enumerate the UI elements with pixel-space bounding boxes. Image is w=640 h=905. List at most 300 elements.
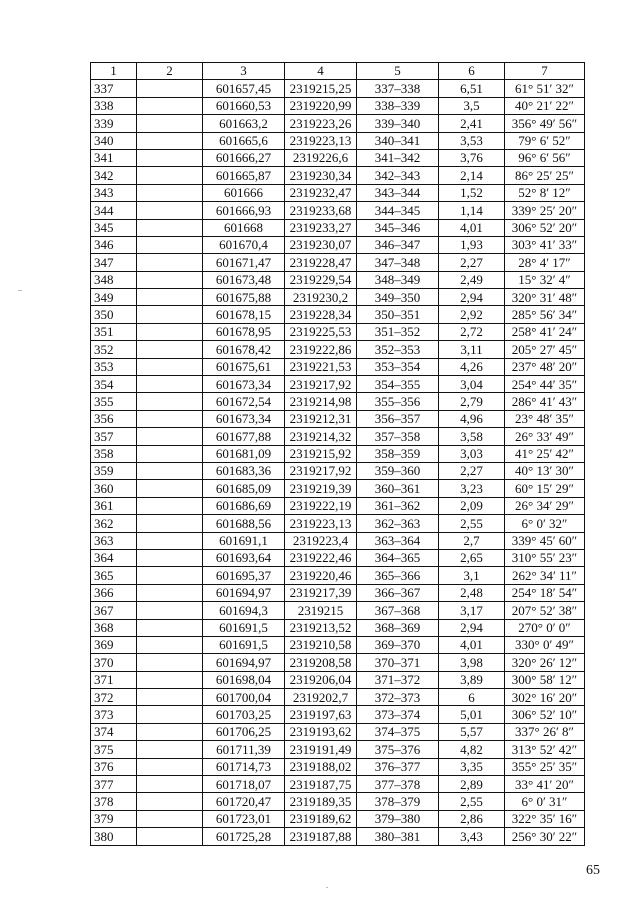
blank-cell-cell bbox=[137, 97, 203, 114]
y-coordinate-cell: 2319230,34 bbox=[285, 167, 357, 184]
blank-cell-cell bbox=[137, 567, 203, 584]
point-number-cell: 369 bbox=[91, 636, 137, 653]
y-coordinate-cell: 2319222,19 bbox=[285, 497, 357, 514]
table-row bbox=[91, 323, 585, 340]
distance-cell: 3,89 bbox=[439, 671, 505, 688]
y-coordinate-cell: 2319212,31 bbox=[285, 410, 357, 427]
segment-cell: 360–361 bbox=[357, 480, 439, 497]
x-coordinate-cell: 601700,04 bbox=[203, 689, 285, 706]
x-coordinate-cell: 601691,5 bbox=[203, 636, 285, 653]
bearing-cell: 6° 0′ 32″ bbox=[505, 515, 585, 532]
point-number-cell: 348 bbox=[91, 271, 137, 288]
scan-mark bbox=[18, 290, 22, 291]
table-row bbox=[91, 202, 585, 219]
header-cell: 1 bbox=[91, 63, 137, 80]
distance-cell: 2,41 bbox=[439, 115, 505, 132]
segment-cell: 346–347 bbox=[357, 236, 439, 253]
x-coordinate-cell: 601695,37 bbox=[203, 567, 285, 584]
point-number-cell: 354 bbox=[91, 376, 137, 393]
blank-cell-cell bbox=[137, 654, 203, 671]
table-row bbox=[91, 445, 585, 462]
y-coordinate-cell: 2319188,02 bbox=[285, 758, 357, 775]
blank-cell-cell bbox=[137, 254, 203, 271]
x-coordinate-cell: 601686,69 bbox=[203, 497, 285, 514]
blank-cell-cell bbox=[137, 810, 203, 827]
table-row bbox=[91, 515, 585, 532]
point-number-cell: 337 bbox=[91, 80, 137, 97]
table-row bbox=[91, 149, 585, 166]
x-coordinate-cell: 601673,34 bbox=[203, 410, 285, 427]
blank-cell-cell bbox=[137, 393, 203, 410]
table-row bbox=[91, 706, 585, 723]
blank-cell-cell bbox=[137, 462, 203, 479]
bearing-cell: 86° 25′ 25″ bbox=[505, 167, 585, 184]
x-coordinate-cell: 601683,36 bbox=[203, 462, 285, 479]
bearing-cell: 306° 52′ 20″ bbox=[505, 219, 585, 236]
segment-cell: 345–346 bbox=[357, 219, 439, 236]
x-coordinate-cell: 601678,15 bbox=[203, 306, 285, 323]
y-coordinate-cell: 2319217,92 bbox=[285, 462, 357, 479]
point-number-cell: 375 bbox=[91, 741, 137, 758]
y-coordinate-cell: 2319229,54 bbox=[285, 271, 357, 288]
blank-cell-cell bbox=[137, 271, 203, 288]
y-coordinate-cell: 2319230,07 bbox=[285, 236, 357, 253]
point-number-cell: 353 bbox=[91, 358, 137, 375]
point-number-cell: 364 bbox=[91, 549, 137, 566]
x-coordinate-cell: 601703,25 bbox=[203, 706, 285, 723]
x-coordinate-cell: 601678,95 bbox=[203, 323, 285, 340]
x-coordinate-cell: 601691,5 bbox=[203, 619, 285, 636]
scan-mark bbox=[326, 887, 328, 888]
bearing-cell: 79° 6′ 52″ bbox=[505, 132, 585, 149]
distance-cell: 2,27 bbox=[439, 254, 505, 271]
table-row bbox=[91, 428, 585, 445]
y-coordinate-cell: 2319222,46 bbox=[285, 549, 357, 566]
bearing-cell: 339° 25′ 20″ bbox=[505, 202, 585, 219]
y-coordinate-cell: 2319226,6 bbox=[285, 149, 357, 166]
table-row bbox=[91, 184, 585, 201]
x-coordinate-cell: 601672,54 bbox=[203, 393, 285, 410]
bearing-cell: 254° 18′ 54″ bbox=[505, 584, 585, 601]
y-coordinate-cell: 2319223,4 bbox=[285, 532, 357, 549]
x-coordinate-cell: 601698,04 bbox=[203, 671, 285, 688]
table-row bbox=[91, 254, 585, 271]
x-coordinate-cell: 601694,97 bbox=[203, 584, 285, 601]
x-coordinate-cell: 601673,34 bbox=[203, 376, 285, 393]
point-number-cell: 350 bbox=[91, 306, 137, 323]
y-coordinate-cell: 2319220,99 bbox=[285, 97, 357, 114]
table-row bbox=[91, 532, 585, 549]
table-row bbox=[91, 654, 585, 671]
y-coordinate-cell: 2319223,26 bbox=[285, 115, 357, 132]
table-row bbox=[91, 341, 585, 358]
bearing-cell: 330° 0′ 49″ bbox=[505, 636, 585, 653]
table-row bbox=[91, 828, 585, 845]
header-cell: 6 bbox=[439, 63, 505, 80]
blank-cell-cell bbox=[137, 167, 203, 184]
distance-cell: 3,23 bbox=[439, 480, 505, 497]
x-coordinate-cell: 601670,4 bbox=[203, 236, 285, 253]
point-number-cell: 380 bbox=[91, 828, 137, 845]
blank-cell-cell bbox=[137, 636, 203, 653]
point-number-cell: 379 bbox=[91, 810, 137, 827]
segment-cell: 361–362 bbox=[357, 497, 439, 514]
segment-cell: 357–358 bbox=[357, 428, 439, 445]
point-number-cell: 343 bbox=[91, 184, 137, 201]
bearing-cell: 28° 4′ 17″ bbox=[505, 254, 585, 271]
bearing-cell: 258° 41′ 24″ bbox=[505, 323, 585, 340]
x-coordinate-cell: 601675,88 bbox=[203, 289, 285, 306]
table-row bbox=[91, 793, 585, 810]
segment-cell: 364–365 bbox=[357, 549, 439, 566]
point-number-cell: 371 bbox=[91, 671, 137, 688]
blank-cell-cell bbox=[137, 149, 203, 166]
segment-cell: 370–371 bbox=[357, 654, 439, 671]
x-coordinate-cell: 601666 bbox=[203, 184, 285, 201]
point-number-cell: 378 bbox=[91, 793, 137, 810]
segment-cell: 377–378 bbox=[357, 776, 439, 793]
point-number-cell: 346 bbox=[91, 236, 137, 253]
segment-cell: 378–379 bbox=[357, 793, 439, 810]
segment-cell: 365–366 bbox=[357, 567, 439, 584]
table-row bbox=[91, 776, 585, 793]
bearing-cell: 356° 49′ 56″ bbox=[505, 115, 585, 132]
blank-cell-cell bbox=[137, 758, 203, 775]
y-coordinate-cell: 2319202,7 bbox=[285, 689, 357, 706]
x-coordinate-cell: 601725,28 bbox=[203, 828, 285, 845]
blank-cell-cell bbox=[137, 80, 203, 97]
table-row bbox=[91, 236, 585, 253]
point-number-cell: 352 bbox=[91, 341, 137, 358]
bearing-cell: 355° 25′ 35″ bbox=[505, 758, 585, 775]
header-cell: 3 bbox=[203, 63, 285, 80]
y-coordinate-cell: 2319228,47 bbox=[285, 254, 357, 271]
bearing-cell: 339° 45′ 60″ bbox=[505, 532, 585, 549]
point-number-cell: 349 bbox=[91, 289, 137, 306]
table-row bbox=[91, 306, 585, 323]
header-cell: 5 bbox=[357, 63, 439, 80]
distance-cell: 2,14 bbox=[439, 167, 505, 184]
blank-cell-cell bbox=[137, 306, 203, 323]
table-row bbox=[91, 271, 585, 288]
table-row bbox=[91, 567, 585, 584]
bearing-cell: 60° 15′ 29″ bbox=[505, 480, 585, 497]
segment-cell: 343–344 bbox=[357, 184, 439, 201]
bearing-cell: 254° 44′ 35″ bbox=[505, 376, 585, 393]
x-coordinate-cell: 601666,27 bbox=[203, 149, 285, 166]
y-coordinate-cell: 2319191,49 bbox=[285, 741, 357, 758]
table-body bbox=[91, 80, 585, 845]
blank-cell-cell bbox=[137, 445, 203, 462]
table-row bbox=[91, 480, 585, 497]
distance-cell: 2,92 bbox=[439, 306, 505, 323]
distance-cell: 3,35 bbox=[439, 758, 505, 775]
y-coordinate-cell: 2319214,32 bbox=[285, 428, 357, 445]
bearing-cell: 96° 6′ 56″ bbox=[505, 149, 585, 166]
bearing-cell: 302° 16′ 20″ bbox=[505, 689, 585, 706]
table-row bbox=[91, 636, 585, 653]
distance-cell: 3,43 bbox=[439, 828, 505, 845]
x-coordinate-cell: 601685,09 bbox=[203, 480, 285, 497]
distance-cell: 2,65 bbox=[439, 549, 505, 566]
distance-cell: 3,58 bbox=[439, 428, 505, 445]
distance-cell: 5,57 bbox=[439, 723, 505, 740]
table-row bbox=[91, 393, 585, 410]
bearing-cell: 303° 41′ 33″ bbox=[505, 236, 585, 253]
header-cell: 2 bbox=[137, 63, 203, 80]
table-row bbox=[91, 619, 585, 636]
blank-cell-cell bbox=[137, 289, 203, 306]
blank-cell-cell bbox=[137, 584, 203, 601]
table-row bbox=[91, 167, 585, 184]
y-coordinate-cell: 2319219,39 bbox=[285, 480, 357, 497]
y-coordinate-cell: 2319210,58 bbox=[285, 636, 357, 653]
table-row bbox=[91, 376, 585, 393]
point-number-cell: 377 bbox=[91, 776, 137, 793]
x-coordinate-cell: 601720,47 bbox=[203, 793, 285, 810]
point-number-cell: 372 bbox=[91, 689, 137, 706]
distance-cell: 2,79 bbox=[439, 393, 505, 410]
point-number-cell: 362 bbox=[91, 515, 137, 532]
distance-cell: 2,09 bbox=[439, 497, 505, 514]
x-coordinate-cell: 601668 bbox=[203, 219, 285, 236]
blank-cell-cell bbox=[137, 132, 203, 149]
blank-cell-cell bbox=[137, 236, 203, 253]
blank-cell-cell bbox=[137, 776, 203, 793]
bearing-cell: 322° 35′ 16″ bbox=[505, 810, 585, 827]
segment-cell: 351–352 bbox=[357, 323, 439, 340]
segment-cell: 339–340 bbox=[357, 115, 439, 132]
distance-cell: 4,01 bbox=[439, 636, 505, 653]
x-coordinate-cell: 601723,01 bbox=[203, 810, 285, 827]
distance-cell: 3,17 bbox=[439, 602, 505, 619]
blank-cell-cell bbox=[137, 602, 203, 619]
bearing-cell: 61° 51′ 32″ bbox=[505, 80, 585, 97]
segment-cell: 350–351 bbox=[357, 306, 439, 323]
point-number-cell: 359 bbox=[91, 462, 137, 479]
bearing-cell: 52° 8′ 12″ bbox=[505, 184, 585, 201]
point-number-cell: 344 bbox=[91, 202, 137, 219]
table-row bbox=[91, 289, 585, 306]
point-number-cell: 373 bbox=[91, 706, 137, 723]
blank-cell-cell bbox=[137, 323, 203, 340]
segment-cell: 352–353 bbox=[357, 341, 439, 358]
bearing-cell: 313° 52′ 42″ bbox=[505, 741, 585, 758]
blank-cell-cell bbox=[137, 619, 203, 636]
point-number-cell: 368 bbox=[91, 619, 137, 636]
table-row bbox=[91, 584, 585, 601]
segment-cell: 347–348 bbox=[357, 254, 439, 271]
table-row bbox=[91, 741, 585, 758]
coordinates-table bbox=[90, 62, 585, 846]
point-number-cell: 351 bbox=[91, 323, 137, 340]
bearing-cell: 320° 26′ 12″ bbox=[505, 654, 585, 671]
y-coordinate-cell: 2319215 bbox=[285, 602, 357, 619]
segment-cell: 340–341 bbox=[357, 132, 439, 149]
segment-cell: 376–377 bbox=[357, 758, 439, 775]
blank-cell-cell bbox=[137, 549, 203, 566]
blank-cell-cell bbox=[137, 341, 203, 358]
segment-cell: 371–372 bbox=[357, 671, 439, 688]
point-number-cell: 365 bbox=[91, 567, 137, 584]
x-coordinate-cell: 601666,93 bbox=[203, 202, 285, 219]
y-coordinate-cell: 2319225,53 bbox=[285, 323, 357, 340]
distance-cell: 2,7 bbox=[439, 532, 505, 549]
y-coordinate-cell: 2319222,86 bbox=[285, 341, 357, 358]
bearing-cell: 26° 34′ 29″ bbox=[505, 497, 585, 514]
header-cell: 7 bbox=[505, 63, 585, 80]
distance-cell: 4,26 bbox=[439, 358, 505, 375]
distance-cell: 4,96 bbox=[439, 410, 505, 427]
table-row bbox=[91, 549, 585, 566]
y-coordinate-cell: 2319193,62 bbox=[285, 723, 357, 740]
x-coordinate-cell: 601665,6 bbox=[203, 132, 285, 149]
blank-cell-cell bbox=[137, 706, 203, 723]
y-coordinate-cell: 2319197,63 bbox=[285, 706, 357, 723]
bearing-cell: 207° 52′ 38″ bbox=[505, 602, 585, 619]
y-coordinate-cell: 2319215,25 bbox=[285, 80, 357, 97]
blank-cell-cell bbox=[137, 671, 203, 688]
distance-cell: 3,98 bbox=[439, 654, 505, 671]
point-number-cell: 356 bbox=[91, 410, 137, 427]
distance-cell: 3,53 bbox=[439, 132, 505, 149]
segment-cell: 369–370 bbox=[357, 636, 439, 653]
x-coordinate-cell: 601694,3 bbox=[203, 602, 285, 619]
y-coordinate-cell: 2319233,68 bbox=[285, 202, 357, 219]
segment-cell: 354–355 bbox=[357, 376, 439, 393]
point-number-cell: 342 bbox=[91, 167, 137, 184]
table-row bbox=[91, 810, 585, 827]
header-cell: 4 bbox=[285, 63, 357, 80]
bearing-cell: 306° 52′ 10″ bbox=[505, 706, 585, 723]
distance-cell: 1,14 bbox=[439, 202, 505, 219]
segment-cell: 348–349 bbox=[357, 271, 439, 288]
bearing-cell: 33° 41′ 20″ bbox=[505, 776, 585, 793]
blank-cell-cell bbox=[137, 532, 203, 549]
distance-cell: 2,94 bbox=[439, 289, 505, 306]
y-coordinate-cell: 2319228,34 bbox=[285, 306, 357, 323]
distance-cell: 6,51 bbox=[439, 80, 505, 97]
segment-cell: 372–373 bbox=[357, 689, 439, 706]
distance-cell: 6 bbox=[439, 689, 505, 706]
distance-cell: 2,55 bbox=[439, 793, 505, 810]
bearing-cell: 205° 27′ 45″ bbox=[505, 341, 585, 358]
segment-cell: 356–357 bbox=[357, 410, 439, 427]
table-row bbox=[91, 358, 585, 375]
x-coordinate-cell: 601671,47 bbox=[203, 254, 285, 271]
segment-cell: 344–345 bbox=[357, 202, 439, 219]
blank-cell-cell bbox=[137, 202, 203, 219]
distance-cell: 2,49 bbox=[439, 271, 505, 288]
bearing-cell: 26° 33′ 49″ bbox=[505, 428, 585, 445]
x-coordinate-cell: 601663,2 bbox=[203, 115, 285, 132]
point-number-cell: 374 bbox=[91, 723, 137, 740]
bearing-cell: 40° 21′ 22″ bbox=[505, 97, 585, 114]
bearing-cell: 256° 30′ 22″ bbox=[505, 828, 585, 845]
x-coordinate-cell: 601714,73 bbox=[203, 758, 285, 775]
x-coordinate-cell: 601694,97 bbox=[203, 654, 285, 671]
table-row bbox=[91, 115, 585, 132]
blank-cell-cell bbox=[137, 741, 203, 758]
segment-cell: 353–354 bbox=[357, 358, 439, 375]
y-coordinate-cell: 2319223,13 bbox=[285, 515, 357, 532]
segment-cell: 362–363 bbox=[357, 515, 439, 532]
distance-cell: 2,55 bbox=[439, 515, 505, 532]
x-coordinate-cell: 601688,56 bbox=[203, 515, 285, 532]
distance-cell: 1,93 bbox=[439, 236, 505, 253]
y-coordinate-cell: 2319217,39 bbox=[285, 584, 357, 601]
point-number-cell: 345 bbox=[91, 219, 137, 236]
point-number-cell: 357 bbox=[91, 428, 137, 445]
blank-cell-cell bbox=[137, 828, 203, 845]
x-coordinate-cell: 601675,61 bbox=[203, 358, 285, 375]
x-coordinate-cell: 601673,48 bbox=[203, 271, 285, 288]
segment-cell: 374–375 bbox=[357, 723, 439, 740]
blank-cell-cell bbox=[137, 723, 203, 740]
blank-cell-cell bbox=[137, 376, 203, 393]
distance-cell: 2,89 bbox=[439, 776, 505, 793]
blank-cell-cell bbox=[137, 497, 203, 514]
bearing-cell: 300° 58′ 12″ bbox=[505, 671, 585, 688]
segment-cell: 355–356 bbox=[357, 393, 439, 410]
segment-cell: 338–339 bbox=[357, 97, 439, 114]
blank-cell-cell bbox=[137, 115, 203, 132]
y-coordinate-cell: 2319187,88 bbox=[285, 828, 357, 845]
blank-cell-cell bbox=[137, 689, 203, 706]
y-coordinate-cell: 2319208,58 bbox=[285, 654, 357, 671]
blank-cell-cell bbox=[137, 410, 203, 427]
x-coordinate-cell: 601706,25 bbox=[203, 723, 285, 740]
y-coordinate-cell: 2319232,47 bbox=[285, 184, 357, 201]
distance-cell: 2,27 bbox=[439, 462, 505, 479]
distance-cell: 2,94 bbox=[439, 619, 505, 636]
point-number-cell: 355 bbox=[91, 393, 137, 410]
distance-cell: 4,01 bbox=[439, 219, 505, 236]
point-number-cell: 360 bbox=[91, 480, 137, 497]
x-coordinate-cell: 601678,42 bbox=[203, 341, 285, 358]
y-coordinate-cell: 2319223,13 bbox=[285, 132, 357, 149]
segment-cell: 379–380 bbox=[357, 810, 439, 827]
blank-cell-cell bbox=[137, 219, 203, 236]
point-number-cell: 340 bbox=[91, 132, 137, 149]
x-coordinate-cell: 601718,07 bbox=[203, 776, 285, 793]
x-coordinate-cell: 601677,88 bbox=[203, 428, 285, 445]
bearing-cell: 337° 26′ 8″ bbox=[505, 723, 585, 740]
distance-cell: 2,86 bbox=[439, 810, 505, 827]
y-coordinate-cell: 2319221,53 bbox=[285, 358, 357, 375]
distance-cell: 5,01 bbox=[439, 706, 505, 723]
point-number-cell: 376 bbox=[91, 758, 137, 775]
table-row bbox=[91, 758, 585, 775]
distance-cell: 2,48 bbox=[439, 584, 505, 601]
segment-cell: 342–343 bbox=[357, 167, 439, 184]
segment-cell: 341–342 bbox=[357, 149, 439, 166]
blank-cell-cell bbox=[137, 184, 203, 201]
y-coordinate-cell: 2319215,92 bbox=[285, 445, 357, 462]
x-coordinate-cell: 601693,64 bbox=[203, 549, 285, 566]
table-row bbox=[91, 689, 585, 706]
point-number-cell: 347 bbox=[91, 254, 137, 271]
table-row bbox=[91, 80, 585, 97]
y-coordinate-cell: 2319189,35 bbox=[285, 793, 357, 810]
segment-cell: 337–338 bbox=[357, 80, 439, 97]
point-number-cell: 361 bbox=[91, 497, 137, 514]
distance-cell: 3,04 bbox=[439, 376, 505, 393]
y-coordinate-cell: 2319213,52 bbox=[285, 619, 357, 636]
page-number: 65 bbox=[586, 863, 600, 878]
segment-cell: 380–381 bbox=[357, 828, 439, 845]
segment-cell: 367–368 bbox=[357, 602, 439, 619]
